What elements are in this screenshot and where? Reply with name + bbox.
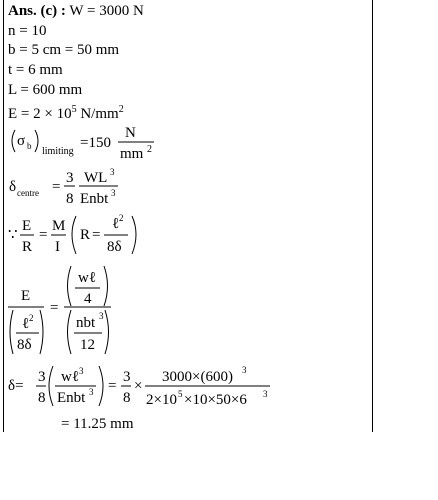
ratio-equation <box>4 262 144 358</box>
eight: 8 <box>38 390 46 406</box>
ell-numerator-exp: 2 <box>119 213 124 223</box>
final-denominator-b: ×10×50×6 <box>184 392 247 408</box>
delta-symbol: δ <box>9 179 17 195</box>
coefficient-numerator: 3 <box>66 170 74 186</box>
delta-equals: δ= <box>8 378 24 394</box>
8delta: 8δ <box>17 337 32 353</box>
three: 3 <box>123 369 131 385</box>
ell-exp: 2 <box>29 313 34 323</box>
equals-sign: = <box>52 179 61 195</box>
equals-sign: = <box>92 227 101 243</box>
L-value: L = 600 mm <box>8 82 83 98</box>
sigma-sub: b <box>27 141 32 151</box>
equals-sign: = <box>50 300 59 316</box>
coefficient-denominator: 8 <box>66 191 74 207</box>
times-sign: × <box>134 378 143 394</box>
R-symbol: R <box>80 227 91 243</box>
final-numerator-exp: 3 <box>242 365 247 375</box>
limiting-subscript: limiting <box>42 146 74 157</box>
E-numerator: E <box>22 218 32 234</box>
sigma-limiting-equation <box>4 120 174 164</box>
twelve: 12 <box>80 337 95 353</box>
8delta-denominator: 8δ <box>107 239 122 255</box>
sigma-unit-num: N <box>125 125 136 141</box>
t-value: t = 6 mm <box>8 62 63 78</box>
enbt-exp: 3 <box>89 387 94 397</box>
final-denominator-a-exp: 5 <box>178 389 183 399</box>
nbt-exp: 3 <box>99 311 104 321</box>
four: 4 <box>84 291 92 307</box>
w-ell-exp: 3 <box>79 366 84 376</box>
bending-relation <box>4 208 144 258</box>
final-denominator-a: 2×10 <box>146 392 177 408</box>
formula-denominator: Enbt <box>80 191 109 207</box>
eight: 8 <box>123 390 131 406</box>
sigma-unit-den-exp: 2 <box>147 144 152 155</box>
formula-denominator-exp: 3 <box>111 188 116 198</box>
E-base: E = 2 × 10 <box>8 106 72 122</box>
load-value: W = 3000 N <box>69 3 144 19</box>
three: 3 <box>38 369 46 385</box>
formula-numerator-exp: 3 <box>110 167 115 177</box>
equals-sign: = <box>108 378 117 394</box>
sigma-unit-den: mm <box>120 146 144 162</box>
final-numerator: 3000×(600) <box>162 369 233 385</box>
delta-final-equation <box>4 362 304 412</box>
enbt: Enbt <box>57 390 86 406</box>
nbt: nbt <box>76 315 96 331</box>
w-ell: wℓ <box>61 369 80 385</box>
final-result: = 11.25 mm <box>61 416 134 432</box>
formula-numerator: WL <box>84 170 108 186</box>
answer-label: Ans. (c) : <box>8 3 66 19</box>
R-denominator: R <box>22 239 33 255</box>
n-value: n = 10 <box>8 23 47 39</box>
M-numerator: M <box>52 218 66 234</box>
because-symbol: ∵ <box>8 227 18 243</box>
delta-centre-sub: centre <box>17 188 39 198</box>
sigma-value: =150 <box>80 135 111 151</box>
sigma-symbol: σ <box>17 133 26 149</box>
E-unit-exponent: 2 <box>118 104 124 115</box>
final-denominator-b-exp: 3 <box>263 389 268 399</box>
E-unit: N/mm <box>76 106 119 122</box>
E-exponent: 5 <box>71 104 77 115</box>
delta-centre-equation <box>4 164 144 210</box>
ell-numerator: ℓ <box>112 216 120 232</box>
equals-sign: = <box>39 227 48 243</box>
solution-panel <box>3 0 373 432</box>
I-denominator: I <box>55 239 60 255</box>
E-numerator: E <box>21 288 31 304</box>
ell-symbol: ℓ <box>22 316 30 332</box>
answer-line <box>8 2 144 20</box>
w-ell: wℓ <box>78 270 97 286</box>
b-value: b = 5 cm = 50 mm <box>8 42 120 58</box>
